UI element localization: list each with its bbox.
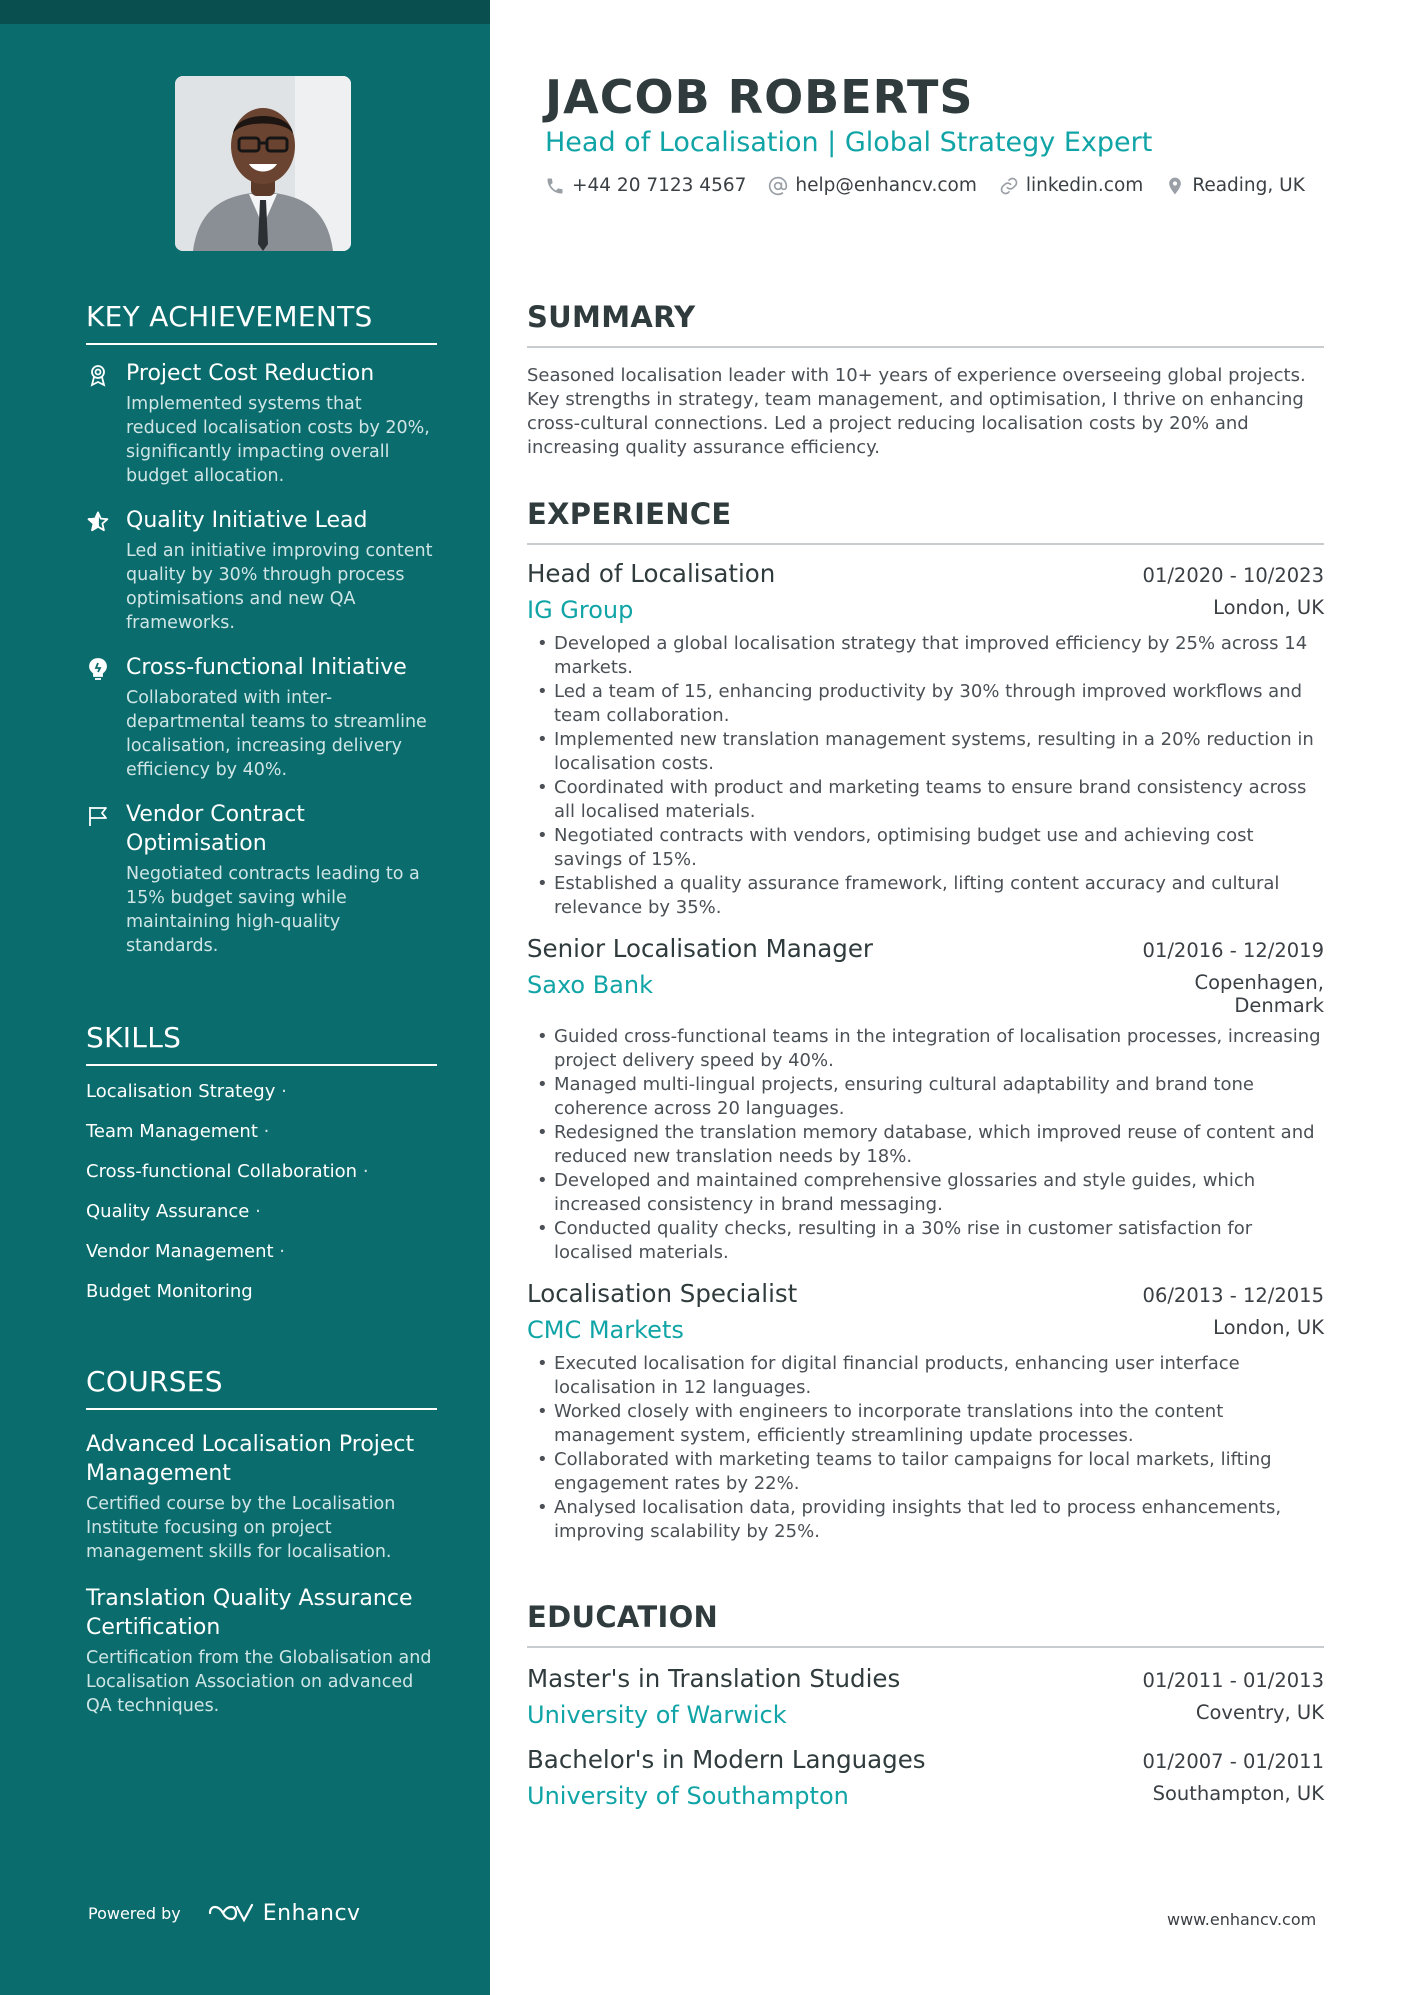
job-location: London, UK — [1213, 1316, 1324, 1339]
course-desc: Certification from the Globalisation and Localisation Association on advanced QA techniques. — [86, 1648, 432, 1716]
contact-email[interactable] — [768, 175, 976, 196]
bullet-item: • Executed localisation for digital financial products, enhancing user interface localisation in 12 languages. — [527, 1352, 1324, 1400]
education-location: Southampton, UK — [1152, 1782, 1324, 1805]
brand-name: Enhancv — [262, 1900, 361, 1926]
degree: Master's in Translation Studies — [527, 1664, 901, 1693]
enhancv-logo-icon — [207, 1900, 255, 1926]
education-entry — [527, 1745, 1324, 1810]
courses-title: COURSES — [86, 1365, 437, 1410]
lightbulb-icon — [86, 657, 110, 681]
skill-item — [86, 1120, 437, 1144]
job-dates: 06/2013 - 12/2015 — [1142, 1284, 1324, 1307]
contact-location — [1165, 175, 1305, 196]
job-bullets — [527, 1025, 1324, 1265]
skill-label: Localisation Strategy — [86, 1081, 276, 1102]
bullet-item: • Developed and maintained comprehensive glossaries and style guides, which increased consistency in brand messaging. — [527, 1169, 1324, 1217]
bullet-item: • Guided cross-functional teams in the integration of localisation processes, increasing project delivery speed by 40%. — [527, 1025, 1324, 1073]
powered-by-text: Powered by — [88, 1903, 181, 1923]
job-company: CMC Markets — [527, 1316, 684, 1344]
location-text: Reading, UK — [1192, 175, 1305, 196]
skill-label: Quality Assurance — [86, 1201, 250, 1222]
bullet-item: • Managed multi-lingual projects, ensuring cultural adaptability and brand tone coherence across 20 languages. — [527, 1073, 1324, 1121]
education-location: Coventry, UK — [1195, 1701, 1324, 1724]
profile-photo — [175, 76, 351, 251]
skill-item — [86, 1240, 437, 1264]
link-icon — [999, 176, 1019, 196]
phone-text: +44 20 7123 4567 — [572, 175, 747, 196]
job-entry — [527, 934, 1324, 1265]
location-pin-icon — [1165, 176, 1185, 196]
summary-text: Seasoned localisation leader with 10+ years of experience overseeing global projects. Key strengths in strategy, team management, and optimisation, I thrive on enhancing cross-cultural connections. Led a project reducing localisation costs by 20% and increasing quality assurance efficiency. — [527, 365, 1306, 458]
achievement-desc: Led an initiative improving content quality by 30% through process optimisations and new QA frameworks. — [126, 541, 433, 633]
job-entry — [527, 1279, 1324, 1544]
skill-separator: · — [263, 1121, 270, 1142]
skill-label: Cross-functional Collaboration — [86, 1161, 358, 1182]
email-text: help@enhancv.com — [795, 175, 977, 196]
course-desc: Certified course by the Localisation Institute focusing on project management skills for localisation. — [86, 1494, 396, 1562]
achievements-section — [86, 300, 437, 958]
sidebar — [0, 0, 490, 1995]
courses-section — [86, 1365, 437, 1718]
achievement-item — [86, 506, 437, 635]
education-dates: 01/2007 - 01/2011 — [1142, 1750, 1324, 1773]
job-company: IG Group — [527, 596, 634, 624]
achievement-desc: Negotiated contracts leading to a 15% budget saving while maintaining high-quality standards. — [126, 864, 420, 956]
job-entry — [527, 559, 1324, 920]
job-company: Saxo Bank — [527, 971, 653, 999]
skill-item — [86, 1200, 437, 1224]
skill-item — [86, 1080, 437, 1104]
candidate-name: JACOB ROBERTS — [545, 70, 974, 124]
phone-icon — [545, 176, 565, 196]
bullet-item: • Negotiated contracts with vendors, optimising budget use and achieving cost savings of 15%. — [527, 824, 1324, 872]
achievement-item — [86, 359, 437, 488]
contact-linkedin[interactable] — [999, 175, 1143, 196]
job-bullets — [527, 632, 1324, 920]
bullet-item: • Worked closely with engineers to incorporate translations into the content management system, efficiently streamlining update processes. — [527, 1400, 1324, 1448]
award-ribbon-icon — [86, 363, 110, 387]
at-icon — [768, 176, 788, 196]
summary-section — [527, 300, 1324, 460]
bullet-item: • Implemented new translation management systems, resulting in a 20% reduction in localisation costs. — [527, 728, 1324, 776]
enhancv-logo[interactable] — [207, 1900, 361, 1926]
bullet-item: • Led a team of 15, enhancing productivity by 30% through improved workflows and team collaboration. — [527, 680, 1324, 728]
achievements-title: KEY ACHIEVEMENTS — [86, 300, 437, 345]
bullet-item: • Analysed localisation data, providing insights that led to process enhancements, improving scalability by 25%. — [527, 1496, 1324, 1544]
achievement-title: Cross-functional Initiative — [126, 655, 407, 680]
bullet-item: • Coordinated with product and marketing teams to ensure brand consistency across all localised materials. — [527, 776, 1324, 824]
skill-label: Budget Monitoring — [86, 1281, 253, 1302]
job-bullets — [527, 1352, 1324, 1544]
achievement-title: Vendor Contract Optimisation — [126, 802, 305, 856]
linkedin-text: linkedin.com — [1025, 175, 1144, 196]
education-dates: 01/2011 - 01/2013 — [1142, 1669, 1324, 1692]
school: University of Southampton — [527, 1782, 849, 1810]
school: University of Warwick — [527, 1701, 787, 1729]
experience-title: EXPERIENCE — [527, 497, 1324, 545]
flag-icon — [86, 804, 110, 828]
sidebar-top-bar — [0, 0, 490, 24]
skills-title: SKILLS — [86, 1021, 437, 1066]
experience-section — [527, 497, 1324, 1544]
summary-title: SUMMARY — [527, 300, 1324, 348]
job-location: Copenhagen, Denmark — [1194, 971, 1324, 1017]
skill-item — [86, 1280, 437, 1304]
achievement-item — [86, 800, 437, 958]
achievement-title: Quality Initiative Lead — [126, 508, 368, 533]
achievement-desc: Implemented systems that reduced localisation costs by 20%, significantly impacting overall budget allocation. — [126, 394, 430, 486]
achievement-item — [86, 653, 437, 782]
skill-separator: · — [279, 1241, 286, 1262]
education-section — [527, 1600, 1324, 1810]
bullet-item: • Redesigned the translation memory database, which improved reuse of content and reduced new translation needs by 18%. — [527, 1121, 1324, 1169]
bullet-item: • Established a quality assurance framework, lifting content accuracy and cultural relevance by 35%. — [527, 872, 1324, 920]
job-location: London, UK — [1213, 596, 1324, 619]
skill-separator: · — [255, 1201, 261, 1222]
skill-label: Team Management — [86, 1121, 258, 1142]
job-dates: 01/2016 - 12/2019 — [1142, 939, 1324, 962]
achievement-title: Project Cost Reduction — [126, 361, 375, 386]
course-title: Translation Quality Assurance Certification — [86, 1586, 413, 1640]
star-icon — [86, 510, 110, 534]
job-title: Localisation Specialist — [527, 1279, 798, 1308]
education-entry — [527, 1664, 1324, 1729]
education-title: EDUCATION — [527, 1600, 1324, 1648]
degree: Bachelor's in Modern Languages — [527, 1745, 926, 1774]
skill-label: Vendor Management — [86, 1241, 274, 1262]
skill-item — [86, 1160, 437, 1184]
skill-separator: · — [362, 1161, 369, 1182]
achievement-desc: Collaborated with inter-departmental teams to streamline localisation, increasing delivery efficiency by 40%. — [126, 688, 427, 780]
powered-by — [88, 1900, 361, 1926]
footer-url[interactable]: www.enhancv.com — [1167, 1910, 1317, 1929]
job-title: Head of Localisation — [527, 559, 776, 588]
job-title: Senior Localisation Manager — [527, 934, 874, 963]
contact-row — [545, 175, 1305, 196]
bullet-item: • Collaborated with marketing teams to tailor campaigns for local markets, lifting engagement rates by 22%. — [527, 1448, 1324, 1496]
skill-separator: · — [281, 1081, 287, 1102]
candidate-headline: Head of Localisation | Global Strategy Expert — [545, 127, 1153, 158]
contact-phone[interactable] — [545, 175, 746, 196]
course-item — [86, 1430, 437, 1564]
job-dates: 01/2020 - 10/2023 — [1142, 564, 1324, 587]
bullet-item: • Developed a global localisation strategy that improved efficiency by 25% across 14 markets. — [527, 632, 1324, 680]
course-title: Advanced Localisation Project Management — [86, 1432, 415, 1486]
bullet-item: • Conducted quality checks, resulting in a 30% rise in customer satisfaction for localised materials. — [527, 1217, 1324, 1265]
course-item — [86, 1584, 437, 1718]
skills-section — [86, 1021, 437, 1304]
